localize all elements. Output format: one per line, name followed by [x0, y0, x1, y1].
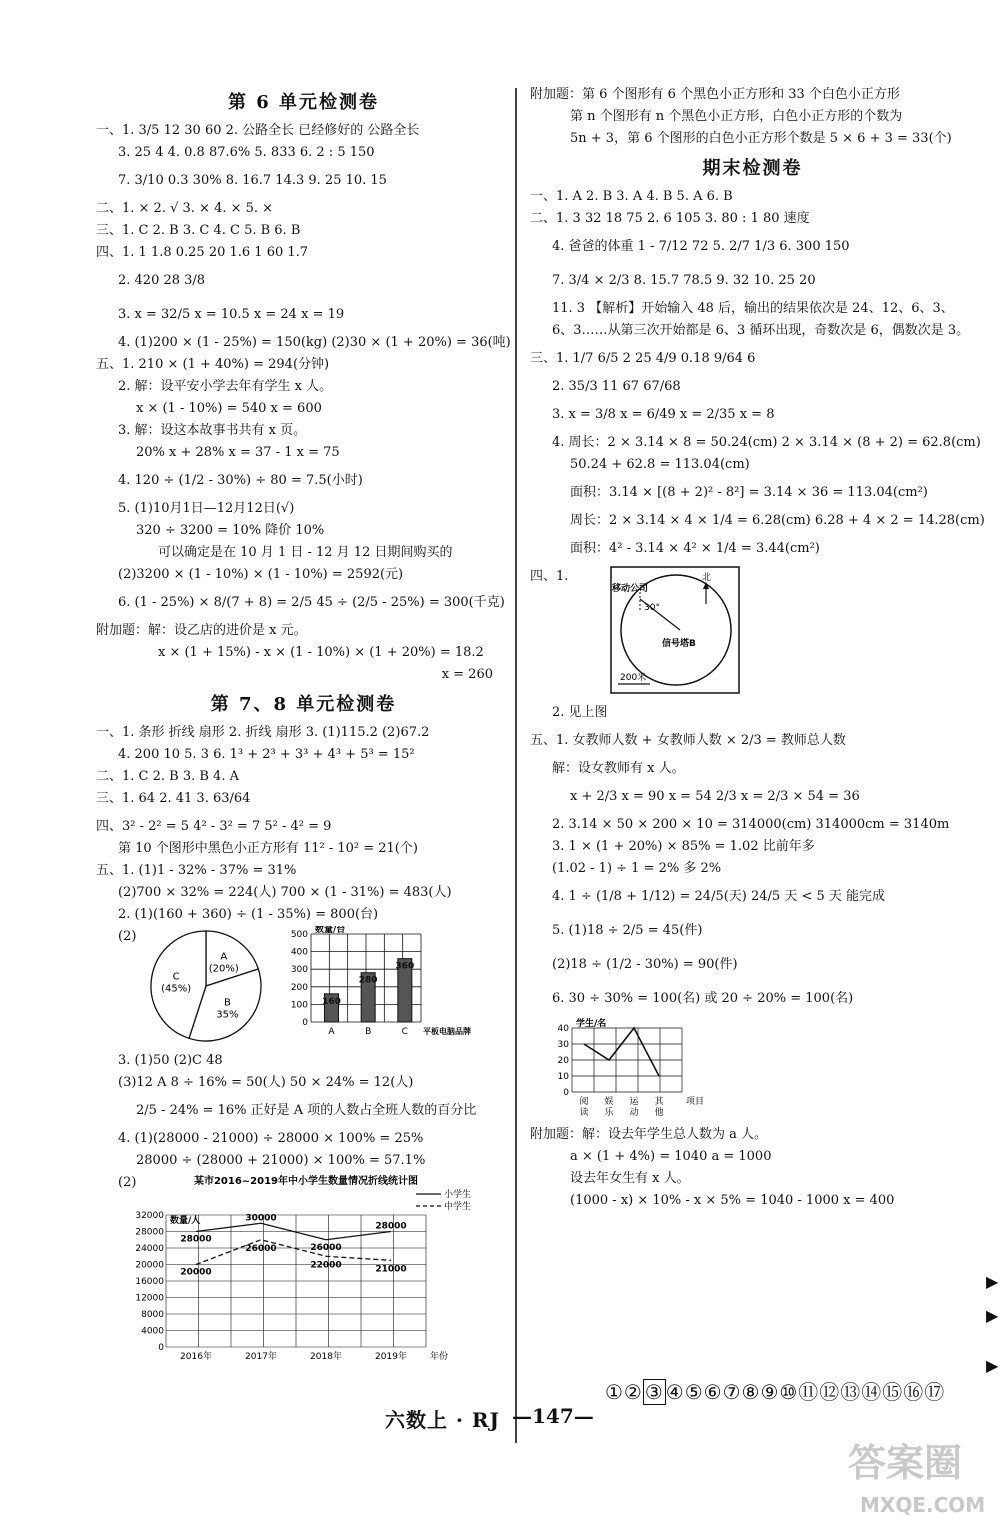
line-data-label: 21000 [375, 1264, 407, 1275]
answer-line: (2)18 ÷ (1/2 - 30%) = 90(件) [552, 957, 738, 972]
chapter-index-before: ①② [605, 1380, 643, 1404]
line-y-tick: 12000 [135, 1293, 164, 1304]
line-y-tick: 20000 [135, 1260, 164, 1271]
answer-line: 周长：2 × 3.14 × 4 × 1/4 = 6.28(cm) 6.28 + 4 × 2 = 14.28(cm) [570, 513, 985, 528]
final-answers [530, 186, 985, 560]
answer-line: 11. 3 【解析】开始输入 48 后，输出的结果依次是 24、12、6、3、 [552, 301, 954, 316]
answer-line: 二、1. 3 32 18 75 2. 6 105 3. 80 : 1 80 速度 [530, 211, 810, 226]
unit6-answers [96, 120, 511, 686]
activity-x-tick-top: 运 [629, 1097, 639, 1107]
line-y-label: 数量/人 [170, 1216, 201, 1226]
answer-line: 面积：3.14 × [(8 + 2)² - 8²] = 3.14 × 36 = 113.04(cm²) [570, 485, 928, 500]
edge-arrow-icon: ▶ [986, 1306, 999, 1325]
answer-line: (2)700 × 32% = 224(人) 700 × (1 - 31%) = 483(人) [118, 885, 452, 900]
bar-data-label: 360 [395, 961, 415, 972]
answer-line: 4. (1)(28000 - 21000) ÷ 28000 × 100% = 25% [118, 1131, 424, 1146]
answer-line: 4. (1)200 × (1 - 25%) = 150(kg) (2)30 × (1 + 20%) = 36(吨) [118, 335, 511, 350]
answer-line: 4. 周长：2 × 3.14 × 8 = 50.24(cm) 2 × 3.14 × (8 + 2) = 62.8(cm) [552, 435, 981, 450]
answer-line: 2. 3.14 × 50 × 200 × 10 = 314000(cm) 314000cm = 3140m [552, 817, 950, 832]
pie-chart [146, 926, 276, 1046]
answer-line: 四、3² - 2² = 5 4² - 3² = 7 5² - 4² = 9 [96, 819, 332, 834]
answer-line: 7. 3/4 × 2/3 8. 15.7 78.5 9. 32 10. 25 20 [552, 273, 816, 288]
pie-slice-label: A [220, 951, 228, 963]
activity-x-tick-bottom: 乐 [604, 1108, 614, 1118]
pie-slice-label: B [223, 997, 231, 1009]
answer-line: 20% x + 28% x = 37 - 1 x = 75 [136, 445, 340, 460]
answer-line: (3)12 A 8 ÷ 16% = 50(人) 50 × 24% = 12(人) [118, 1075, 414, 1090]
pie-slice-value: (20%) [208, 963, 239, 975]
final-title: 期末检测卷 [702, 158, 803, 179]
answer-line: 6、3……从第三次开始都是 6、3 循环出现，奇数次是 6，偶数次是 3。 [552, 323, 970, 338]
book-code: 六数上 · RJ [385, 1408, 500, 1432]
answer-line: 四、1. 1 1.8 0.25 20 1.6 1 60 1.7 [96, 245, 309, 260]
answer-line: 3. x = 32/5 x = 10.5 x = 24 x = 19 [118, 307, 345, 322]
unit78-answers-continued [96, 1050, 511, 1172]
line-data-label: 30000 [245, 1213, 277, 1224]
line-data-label: 22000 [310, 1260, 342, 1271]
activity-x-tick-top: 娱 [604, 1097, 614, 1107]
watermark-logo [840, 1430, 990, 1520]
page-number: —147— [512, 1404, 594, 1428]
column-divider [515, 88, 517, 1443]
pie-slice-value: (45%) [161, 983, 192, 995]
line-y-tick: 24000 [135, 1244, 164, 1254]
answer-line: 面积：4² - 3.14 × 4² × 1/4 = 3.44(cm²) [570, 541, 820, 556]
legend-label: 中学生 [444, 1202, 472, 1212]
bar-category-label: A [328, 1027, 335, 1037]
edge-arrow-icon: ▶ [986, 1356, 999, 1375]
line-chart-block [96, 1172, 511, 1362]
bar-x-label: 平板电脑品牌 [423, 1027, 471, 1036]
answer-line: 3. 25 4 4. 0.8 87.6% 5. 833 6. 2 : 5 150 [118, 145, 375, 160]
answer-line: 五、1. 女教师人数 + 女教师人数 × 2/3 = 教师总人数 [530, 733, 846, 748]
answer-line: 2. (1)(160 + 360) ÷ (1 - 35%) = 800(台) [118, 907, 379, 922]
answer-line: 一、1. A 2. B 3. A 4. B 5. A 6. B [530, 189, 733, 204]
company-label: 移动公司 [612, 584, 649, 594]
answer-line: 附加题：第 6 个图形有 6 个黑色小正方形和 33 个白色小正方形 [530, 87, 900, 102]
answer-line: 五、1. 210 × (1 + 40%) = 294(分钟) [96, 357, 330, 372]
answer-line: 2. 420 28 3/8 [118, 273, 206, 288]
edge-arrow-icon: ▶ [986, 1272, 999, 1291]
line-y-tick: 4000 [141, 1326, 164, 1337]
activity-y-tick: 40 [557, 1024, 569, 1034]
answer-line: 5n + 3，第 6 个图形的白色小正方形个数是 5 × 6 + 3 = 33(个) [570, 131, 952, 146]
answer-line: 三、1. 64 2. 41 3. 63/64 [96, 791, 251, 806]
pie-and-bar-charts [96, 926, 511, 1046]
answer-line: 2. 解：设平安小学去年有学生 x 人。 [118, 379, 333, 394]
answer-line: x = 260 [441, 667, 493, 682]
activity-x-tick-bottom: 读 [579, 1108, 589, 1118]
chapter-index [605, 1376, 945, 1405]
student-line-chart [116, 1172, 496, 1362]
unit78-answers [96, 722, 511, 926]
answer-line: x + 2/3 x = 90 x = 54 2/3 x = 2/3 × 54 = 36 [570, 789, 860, 804]
answer-line: 6. (1 - 25%) × 8/(7 + 8) = 2/5 45 ÷ (2/5 - 25%) = 300(千克) [118, 595, 505, 610]
activity-series [584, 1028, 659, 1076]
bar-y-tick: 0 [302, 1018, 308, 1028]
line-data-label: 28000 [375, 1221, 407, 1232]
answer-line: 一、1. 条形 折线 扇形 2. 折线 扇形 3. (1)115.2 (2)67.2 [96, 725, 430, 740]
bar-category-label: B [365, 1027, 372, 1037]
bar-y-tick: 300 [290, 965, 308, 976]
chart-part-label: (2) [118, 929, 137, 944]
answer-line: 设去年女生有 x 人。 [570, 1171, 690, 1186]
answer-line: 4. 120 ÷ (1/2 - 30%) ÷ 80 = 7.5(小时) [118, 473, 363, 488]
pie-slice-value: 35% [216, 1009, 239, 1021]
north-label: 北 [702, 573, 712, 583]
line-x-label: 年份 [430, 1352, 449, 1362]
map-question-label: 四、1. [530, 569, 569, 584]
chapter-index-current: ③ [644, 1380, 664, 1404]
bar-category-label: C [401, 1027, 408, 1037]
line-x-tick: 2018年 [310, 1352, 342, 1362]
watermark-url: MXQE.COM [860, 1493, 986, 1517]
answer-line: 5. (1)10月1日—12月12日(√) [118, 501, 295, 516]
answer-line: 3. 1 × (1 + 20%) × 85% = 1.02 比前年多 [552, 839, 815, 854]
scale-label: 200米 [620, 673, 647, 683]
answer-line: 6. 30 ÷ 30% = 100(名) 或 20 ÷ 20% = 100(名) [552, 991, 854, 1006]
line-chart-title: 某市2016~2019年中小学生数量情况折线统计图 [193, 1176, 419, 1187]
answer-line: (2)3200 × (1 - 10%) × (1 - 10%) = 2592(元) [118, 567, 404, 582]
answer-line: 可以确定是在 10 月 1 日 - 12 月 12 日期间购买的 [158, 545, 453, 560]
chart-part-label: (2) [118, 1175, 137, 1190]
line-data-label: 20000 [180, 1267, 212, 1278]
answer-line: (1000 - x) × 10% - x × 5% = 1040 - 1000 x = 400 [570, 1193, 895, 1208]
line-y-tick: 0 [158, 1343, 164, 1353]
answer-line: 附加题：解：设去年学生总人数为 a 人。 [530, 1127, 768, 1142]
pie-slice-label: C [172, 971, 180, 983]
line-x-tick: 2016年 [180, 1352, 212, 1362]
answer-line: 2. 35/3 11 67 67/68 [552, 379, 681, 394]
answer-line: x × (1 + 15%) - x × (1 - 10%) × (1 + 20%) = 18.2 [158, 645, 484, 660]
answer-line: 4. 200 10 5. 3 6. 1³ + 2³ + 3³ + 4³ + 5³ = 15² [118, 747, 415, 762]
angle-label: 30° [644, 603, 660, 613]
unit78-title: 第 7、8 单元检测卷 [210, 694, 397, 715]
bar-y-tick: 200 [290, 982, 308, 993]
answer-line: 一、1. 3/5 12 30 60 2. 公路全长 已经修好的 公路全长 [96, 123, 420, 138]
answer-line: 二、1. C 2. B 3. B 4. A [96, 769, 239, 784]
activity-y-label: 学生/名 [576, 1019, 607, 1029]
unit6-title: 第 6 单元检测卷 [227, 92, 380, 113]
answer-line: 附加题：解：设乙店的进价是 x 元。 [96, 623, 307, 638]
activity-x-tick-top: 其 [654, 1097, 664, 1107]
activity-x-tick-bottom: 他 [654, 1108, 664, 1118]
line-x-tick: 2019年 [375, 1352, 407, 1362]
answer-line: a × (1 + 4%) = 1040 a = 1000 [570, 1149, 772, 1164]
answer-line: 3. 解：设这本故事书共有 x 页。 [118, 423, 307, 438]
line-y-tick: 32000 [135, 1211, 164, 1221]
bar-data-label: 160 [322, 996, 341, 1007]
line-y-tick: 8000 [141, 1310, 164, 1320]
line-data-label: 26000 [245, 1243, 277, 1254]
bar-y-tick: 400 [290, 947, 308, 958]
answer-line: 320 ÷ 3200 = 10% 降价 10% [136, 523, 325, 538]
final-extra-question [530, 1124, 975, 1212]
answer-line: 28000 ÷ (28000 + 21000) × 100% = 57.1% [136, 1153, 426, 1168]
left-column [96, 84, 511, 1362]
answer-line: 4. 爸爸的体重 1 - 7/12 72 5. 2/7 1/3 6. 300 150 [552, 239, 850, 254]
bar-y-tick: 500 [290, 930, 308, 940]
answer-line: 解：设女教师有 x 人。 [552, 761, 685, 776]
line-y-tick: 28000 [135, 1227, 164, 1238]
final-answers-continued [530, 702, 975, 1010]
extra-question [530, 84, 975, 150]
line-data-label: 26000 [310, 1242, 342, 1253]
answer-line: 5. (1)18 ÷ 2/5 = 45(件) [552, 923, 703, 938]
answer-line: (1.02 - 1) ÷ 1 = 2% 多 2% [552, 861, 722, 876]
activity-y-tick: 30 [557, 1040, 569, 1050]
line-x-tick: 2017年 [245, 1352, 277, 1362]
bar-data-label: 280 [358, 975, 378, 986]
tower-label: 信号塔B [662, 639, 696, 649]
activity-line-chart [548, 1010, 748, 1120]
activity-y-tick: 10 [557, 1072, 569, 1082]
line-y-tick: 16000 [135, 1277, 164, 1287]
answer-line: 7. 3/10 0.3 30% 8. 16.7 14.3 9. 25 10. 15 [118, 173, 387, 188]
answer-line: 2/5 - 24% = 16% 正好是 A 项的人数占全班人数的百分比 [136, 1103, 477, 1118]
line-data-label: 28000 [180, 1234, 212, 1245]
answer-line: 三、1. C 2. B 3. C 4. C 5. B 6. B [96, 223, 301, 238]
map-block [530, 566, 975, 698]
answer-line: 第 n 个图形有 n 个黑色小正方形，白色小正方形的个数为 [570, 109, 903, 124]
answer-line: 4. 1 ÷ (1/8 + 1/12) = 24/5(天) 24/5 天 < 5 天 能完成 [552, 889, 886, 904]
chapter-index-after: ④⑤⑥⑦⑧⑨⑩⑪⑫⑬⑭⑮⑯⑰ [665, 1380, 946, 1404]
activity-x-tick-top: 阅 [579, 1097, 589, 1107]
answer-line: x × (1 - 10%) = 540 x = 600 [136, 401, 322, 416]
direction-map [610, 566, 740, 694]
answer-line: 50.24 + 62.8 = 113.04(cm) [570, 457, 750, 472]
line-series [196, 1240, 391, 1265]
answer-line: 二、1. × 2. √ 3. × 4. × 5. × [96, 201, 274, 216]
answer-line: 第 10 个图形中黑色小正方形有 11² - 10² = 21(个) [118, 841, 418, 856]
activity-x-label: 项目 [686, 1097, 705, 1107]
activity-y-tick: 20 [557, 1056, 569, 1066]
right-column [530, 84, 985, 1212]
answer-line: 2. 见上图 [552, 705, 608, 720]
legend-label: 小学生 [444, 1190, 472, 1200]
answer-line: 五、1. (1)1 - 32% - 37% = 31% [96, 863, 297, 878]
answer-line: 3. (1)50 (2)C 48 [118, 1053, 223, 1068]
watermark-text: 答案圈 [848, 1441, 963, 1485]
answer-line: 三、1. 1/7 6/5 2 25 4/9 0.18 9/64 6 [530, 351, 756, 366]
activity-y-tick: 0 [563, 1088, 569, 1098]
bar-chart [281, 926, 501, 1046]
bar-y-label: 数量/台 [315, 926, 346, 935]
answer-line: 3. x = 3/8 x = 6/49 x = 2/35 x = 8 [552, 407, 775, 422]
activity-x-tick-bottom: 动 [629, 1108, 639, 1118]
bar-y-tick: 100 [290, 1000, 308, 1011]
